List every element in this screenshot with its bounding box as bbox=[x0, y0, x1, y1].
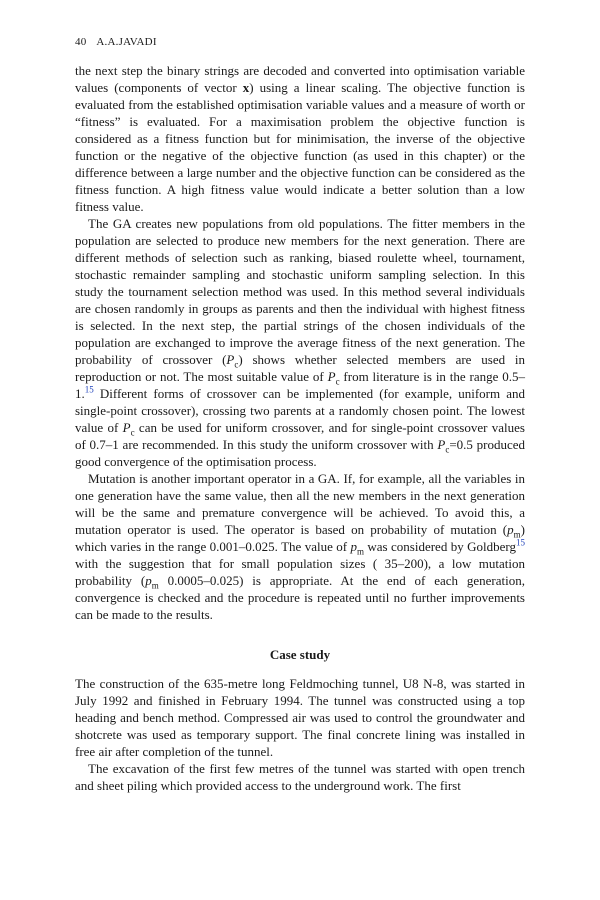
page bbox=[75, 36, 525, 794]
paragraph-mutation: Mutation is another important operator in a GA. If, for example, all the variables in one generation have the same value, then all the new members in the next generation will be the same and premature convergence will be achieved. To avoid this, a mutation operator is used. The operator is based on probability of mutation $(p_m)$ which varies in the range 0.001–0.025. The value of $p_m$ was considered by Goldberg$^{15}$ with the suggestion that for small population sizes ( 35–200), a low mutation probability ($p_m$ 0.0005–0.025) is appropriate. At the end of each generation, convergence is checked and the procedure is repeated until no further improvements can be made to the results. bbox=[75, 471, 525, 622]
reference-link[interactable]: 15 bbox=[84, 384, 94, 395]
section-heading: Case study bbox=[269, 647, 331, 662]
paragraph-case-study: The construction of the 635-metre long Feldmoching tunnel, U8 N-8, was started in July 1992 and finished in February 1994. The tunnel was constructed using a top heading and bench method. Compressed air was used to control the groundwater and shotcrete was used as temporary support. The final concrete lining was installed in free air after completion of the tunnel. bbox=[75, 676, 525, 759]
reference-link[interactable]: 15 bbox=[516, 537, 525, 548]
author-name: A.A.JAVADI bbox=[96, 36, 157, 48]
page-number: 40 bbox=[75, 36, 87, 48]
paragraph-selection-crossover: The GA creates new populations from old populations. The fitter members in the population are selected to produce new members for the next generation. There are different methods of selection such as ranking, biased roulette wheel, tournament, stochastic remainder sampling and stochastic uniform sampling selection. In this study the tournament selection method was used. In this method several individuals are chosen randomly in groups as parents and then the individual with highest fitness is selected. In the next step, the partial strings of the chosen individuals of the population are exchanged to improve the average fitness of the next generation. The probability of crossover $(P_c)$ shows whether selected members are used in reproduction or not. The most suitable value of $P_c$ from literature is in the range 0.5–1.15 Different forms of crossover can be implemented (for example, uniform and single-point crossover), crossing two parents at a randomly chosen point. The lowest value of $P_c$ can be used for uniform crossover, and for single-point crossover values of 0.7–1 are recommended. In this study the uniform crossover with $P_c=0.5$ produced good convergence of the optimisation process. bbox=[75, 216, 525, 469]
paragraph-fitness: the next step the binary strings are decoded and converted into optimisation variable values (components of vector x) using a linear scaling. The objective function is evaluated from the established optimisation variable values and a measure of worth or “fitness” is evaluated. For a maximisation problem the objective function is considered as a fitness function but for minimisation, the inverse of the objective function or the negative of the objective function (as used in this chapter) or the difference between a large number and the objective function can be considered as the fitness function. A high fitness value would indicate a better solution than a low fitness value. bbox=[75, 63, 525, 214]
running-head bbox=[75, 36, 525, 48]
paragraph-excavation: The excavation of the first few metres of the tunnel was started with open trench and sheet piling which provided access to the underground work. The first bbox=[75, 761, 525, 793]
